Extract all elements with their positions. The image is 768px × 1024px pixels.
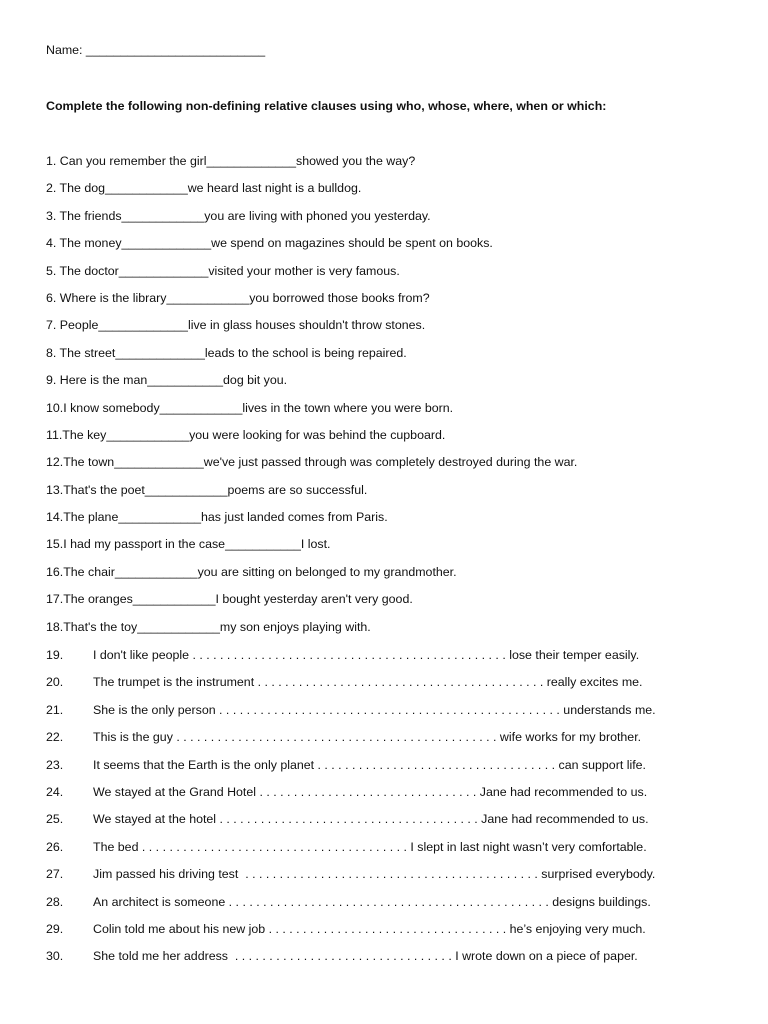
question-item: 13.That's the poet____________poems are so successful. [46,482,368,497]
question-text: She told me her address . . . . . . . . . . . . . . . . . . . . . . . . . . . . . . . . I wrote down on a piece of paper. [93,949,638,964]
question-item: 5. The doctor_____________visited your mother is very famous. [46,263,400,278]
question-item [46,919,726,946]
question-item: 2. The dog____________we heard last night is a bulldog. [46,181,362,196]
question-number: 21. [46,702,64,717]
question-item: 10.I know somebody____________lives in the town where you were born. [46,400,454,415]
question-number: 25. [46,812,64,827]
question-number: 19. [46,648,64,662]
question-item [46,809,726,836]
question-item [46,782,726,809]
dotted-question-list [46,645,726,974]
question-item: 9. Here is the man___________dog bit you. [46,373,288,388]
question-text: The trumpet is the instrument . . . . . . . . . . . . . . . . . . . . . . . . . . . . . . . . . . . . . . . . . . really excites me. [93,675,643,690]
question-item: 17.The oranges____________I bought yesterday aren't very good. [46,592,413,607]
question-item [46,837,726,864]
question-item: 1. Can you remember the girl_____________showed you the way? [46,154,416,168]
question-number: 20. [46,675,64,690]
question-number: 22. [46,730,64,745]
question-item: 14.The plane____________has just landed comes from Paris. [46,510,388,525]
question-item: 12.The town_____________we've just passed through was completely destroyed during the war. [46,455,578,470]
question-text: I don't like people . . . . . . . . . . . . . . . . . . . . . . . . . . . . . . . . . . . . . . . . . . . . . . lose their temper easily. [93,648,640,662]
question-text: Colin told me about his new job . . . . . . . . . . . . . . . . . . . . . . . . . . . . . . . . . . . he’s enjoying very much. [93,921,646,936]
question-text: The bed . . . . . . . . . . . . . . . . . . . . . . . . . . . . . . . . . . . . . . . I slept in last night wasn’t very comfortable. [93,839,647,854]
question-text: We stayed at the hotel . . . . . . . . . . . . . . . . . . . . . . . . . . . . . . . . . . . . . . Jane had recommended to us. [93,812,649,827]
question-item [46,864,726,891]
question-item [46,727,726,754]
question-item: 18.That's the toy____________my son enjoys playing with. [46,619,371,634]
question-item: 7. People_____________live in glass houses shouldn't throw stones. [46,318,426,333]
question-text: We stayed at the Grand Hotel . . . . . . . . . . . . . . . . . . . . . . . . . . . . . . . . Jane had recommended to us. [93,784,648,799]
question-text: An architect is someone . . . . . . . . . . . . . . . . . . . . . . . . . . . . . . . . . . . . . . . . . . . . . . . designs buildings. [93,894,651,909]
question-item [46,892,726,919]
question-item: 8. The street_____________leads to the school is being repaired. [46,345,407,360]
question-item [46,700,726,727]
question-item: 11.The key____________you were looking for was behind the cupboard. [46,427,446,442]
question-item [46,645,726,672]
question-text: It seems that the Earth is the only planet . . . . . . . . . . . . . . . . . . . . . . . . . . . . . . . . . . . can support life. [93,757,646,772]
question-item: 15.I had my passport in the case___________I lost. [46,537,331,552]
question-number: 28. [46,894,64,909]
question-text: Jim passed his driving test . . . . . . . . . . . . . . . . . . . . . . . . . . . . . . . . . . . . . . . . . . . surprised everybody. [93,867,656,882]
question-item: 16.The chair____________you are sitting on belonged to my grandmother. [46,564,457,579]
question-text: This is the guy . . . . . . . . . . . . . . . . . . . . . . . . . . . . . . . . . . . . . . . . . . . . . . . wife works for my brother. [93,730,642,745]
question-item [46,755,726,782]
question-item: 3. The friends____________you are living with phoned you yesterday. [46,208,431,223]
question-text: She is the only person . . . . . . . . . . . . . . . . . . . . . . . . . . . . . . . . . . . . . . . . . . . . . . . . . . understands me. [93,702,656,717]
question-number: 23. [46,757,64,772]
question-number: 24. [46,784,64,799]
question-number: 30. [46,949,64,964]
question-item [46,672,726,699]
question-item: 4. The money_____________we spend on magazines should be spent on books. [46,236,493,251]
question-item: 6. Where is the library____________you borrowed those books from? [46,290,430,305]
instructions-heading: Complete the following non-defining relative clauses using who, whose, where, when or which: [46,99,607,113]
question-item [46,946,726,973]
name-field-line: Name: __________________________ [46,43,266,57]
question-number: 27. [46,867,64,882]
question-number: 29. [46,921,64,936]
blank-question-list [46,151,726,644]
question-number: 26. [46,839,64,854]
